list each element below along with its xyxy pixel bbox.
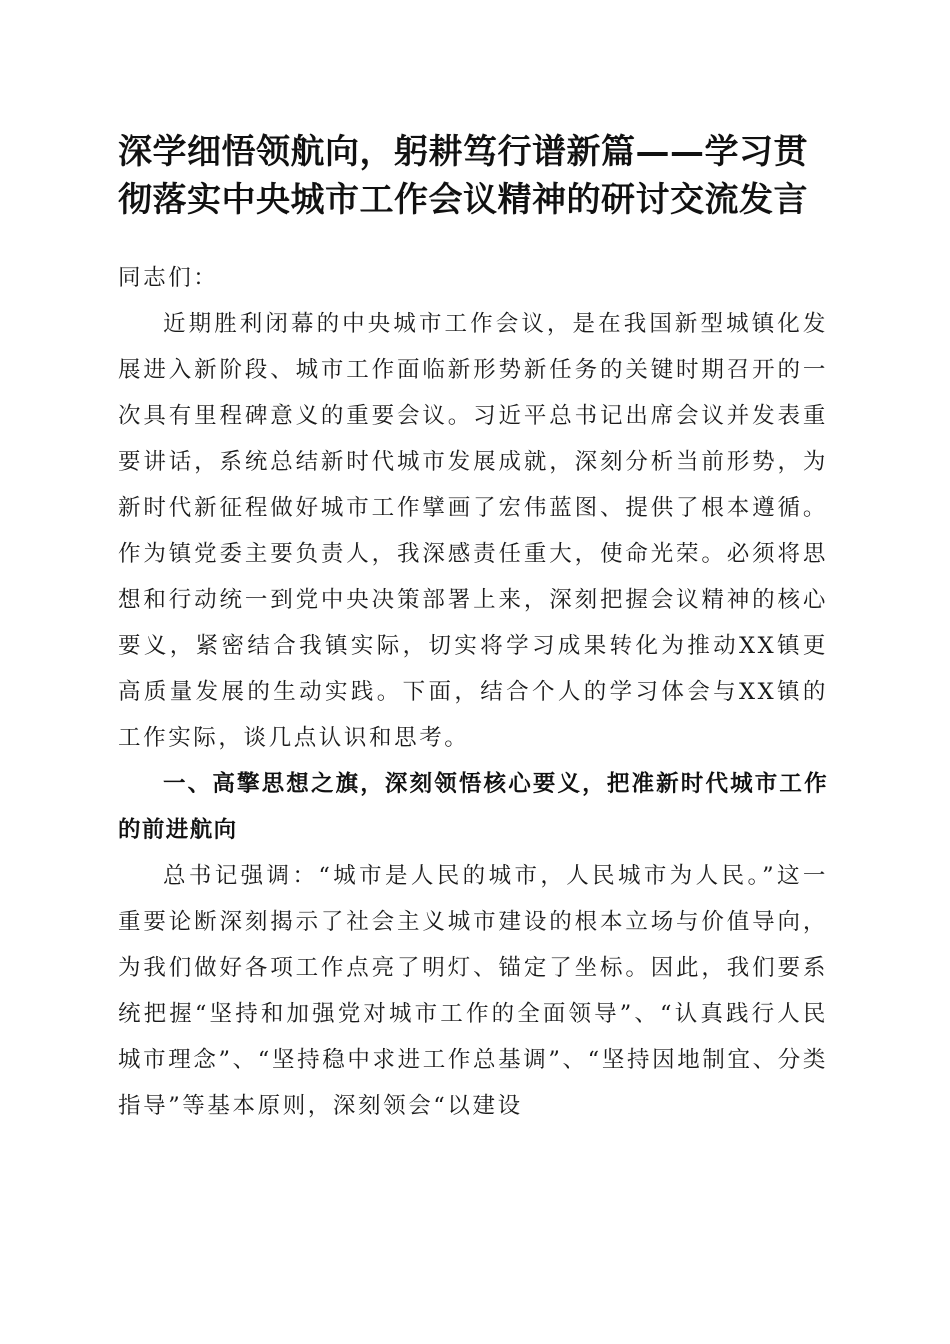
- section-paragraph: 总书记强调：“城市是人民的城市，人民城市为人民。”这一重要论断深刻揭示了社会主义城市建设的根本立场与价值导向，为我们做好各项工作点亮了明灯、锚定了坐标。因此，我们要系统把握“坚持和加强党对城市工作的全面领导”、“认真践行人民城市理念”、“坚持稳中求进工作总基调”、“坚持因地制宜、分类指导”等基本原则，深刻领会“以建设: [118, 863, 828, 1119]
- salutation: 同志们：: [118, 265, 219, 291]
- intro-paragraph: 近期胜利闭幕的中央城市工作会议，是在我国新型城镇化发展进入新阶段、城市工作面临新形势新任务的关键时期召开的一次具有里程碑意义的重要会议。习近平总书记出席会议并发表重要讲话，系统总结新时代城市发展成就，深刻分析当前形势，为新时代新征程做好城市工作擘画了宏伟蓝图、提供了根本遵循。作为镇党委主要负责人，我深感责任重大，使命光荣。必须将思想和行动统一到党中央决策部署上来，深刻把握会议精神的核心要义，紧密结合我镇实际，切实将学习成果转化为推动XX镇更高质量发展的生动实践。下面，结合个人的学习体会与XX镇的工作实际，谈几点认识和思考。: [118, 311, 828, 751]
- document-title: 深学细悟领航向，躬耕笃行谱新篇——学习贯彻落实中央城市工作会议精神的研讨交流发言: [118, 132, 808, 220]
- document-body: [118, 250, 828, 1129]
- section-heading: 一、高擎思想之旗，深刻领悟核心要义，把准新时代城市工作的前进航向: [118, 771, 828, 843]
